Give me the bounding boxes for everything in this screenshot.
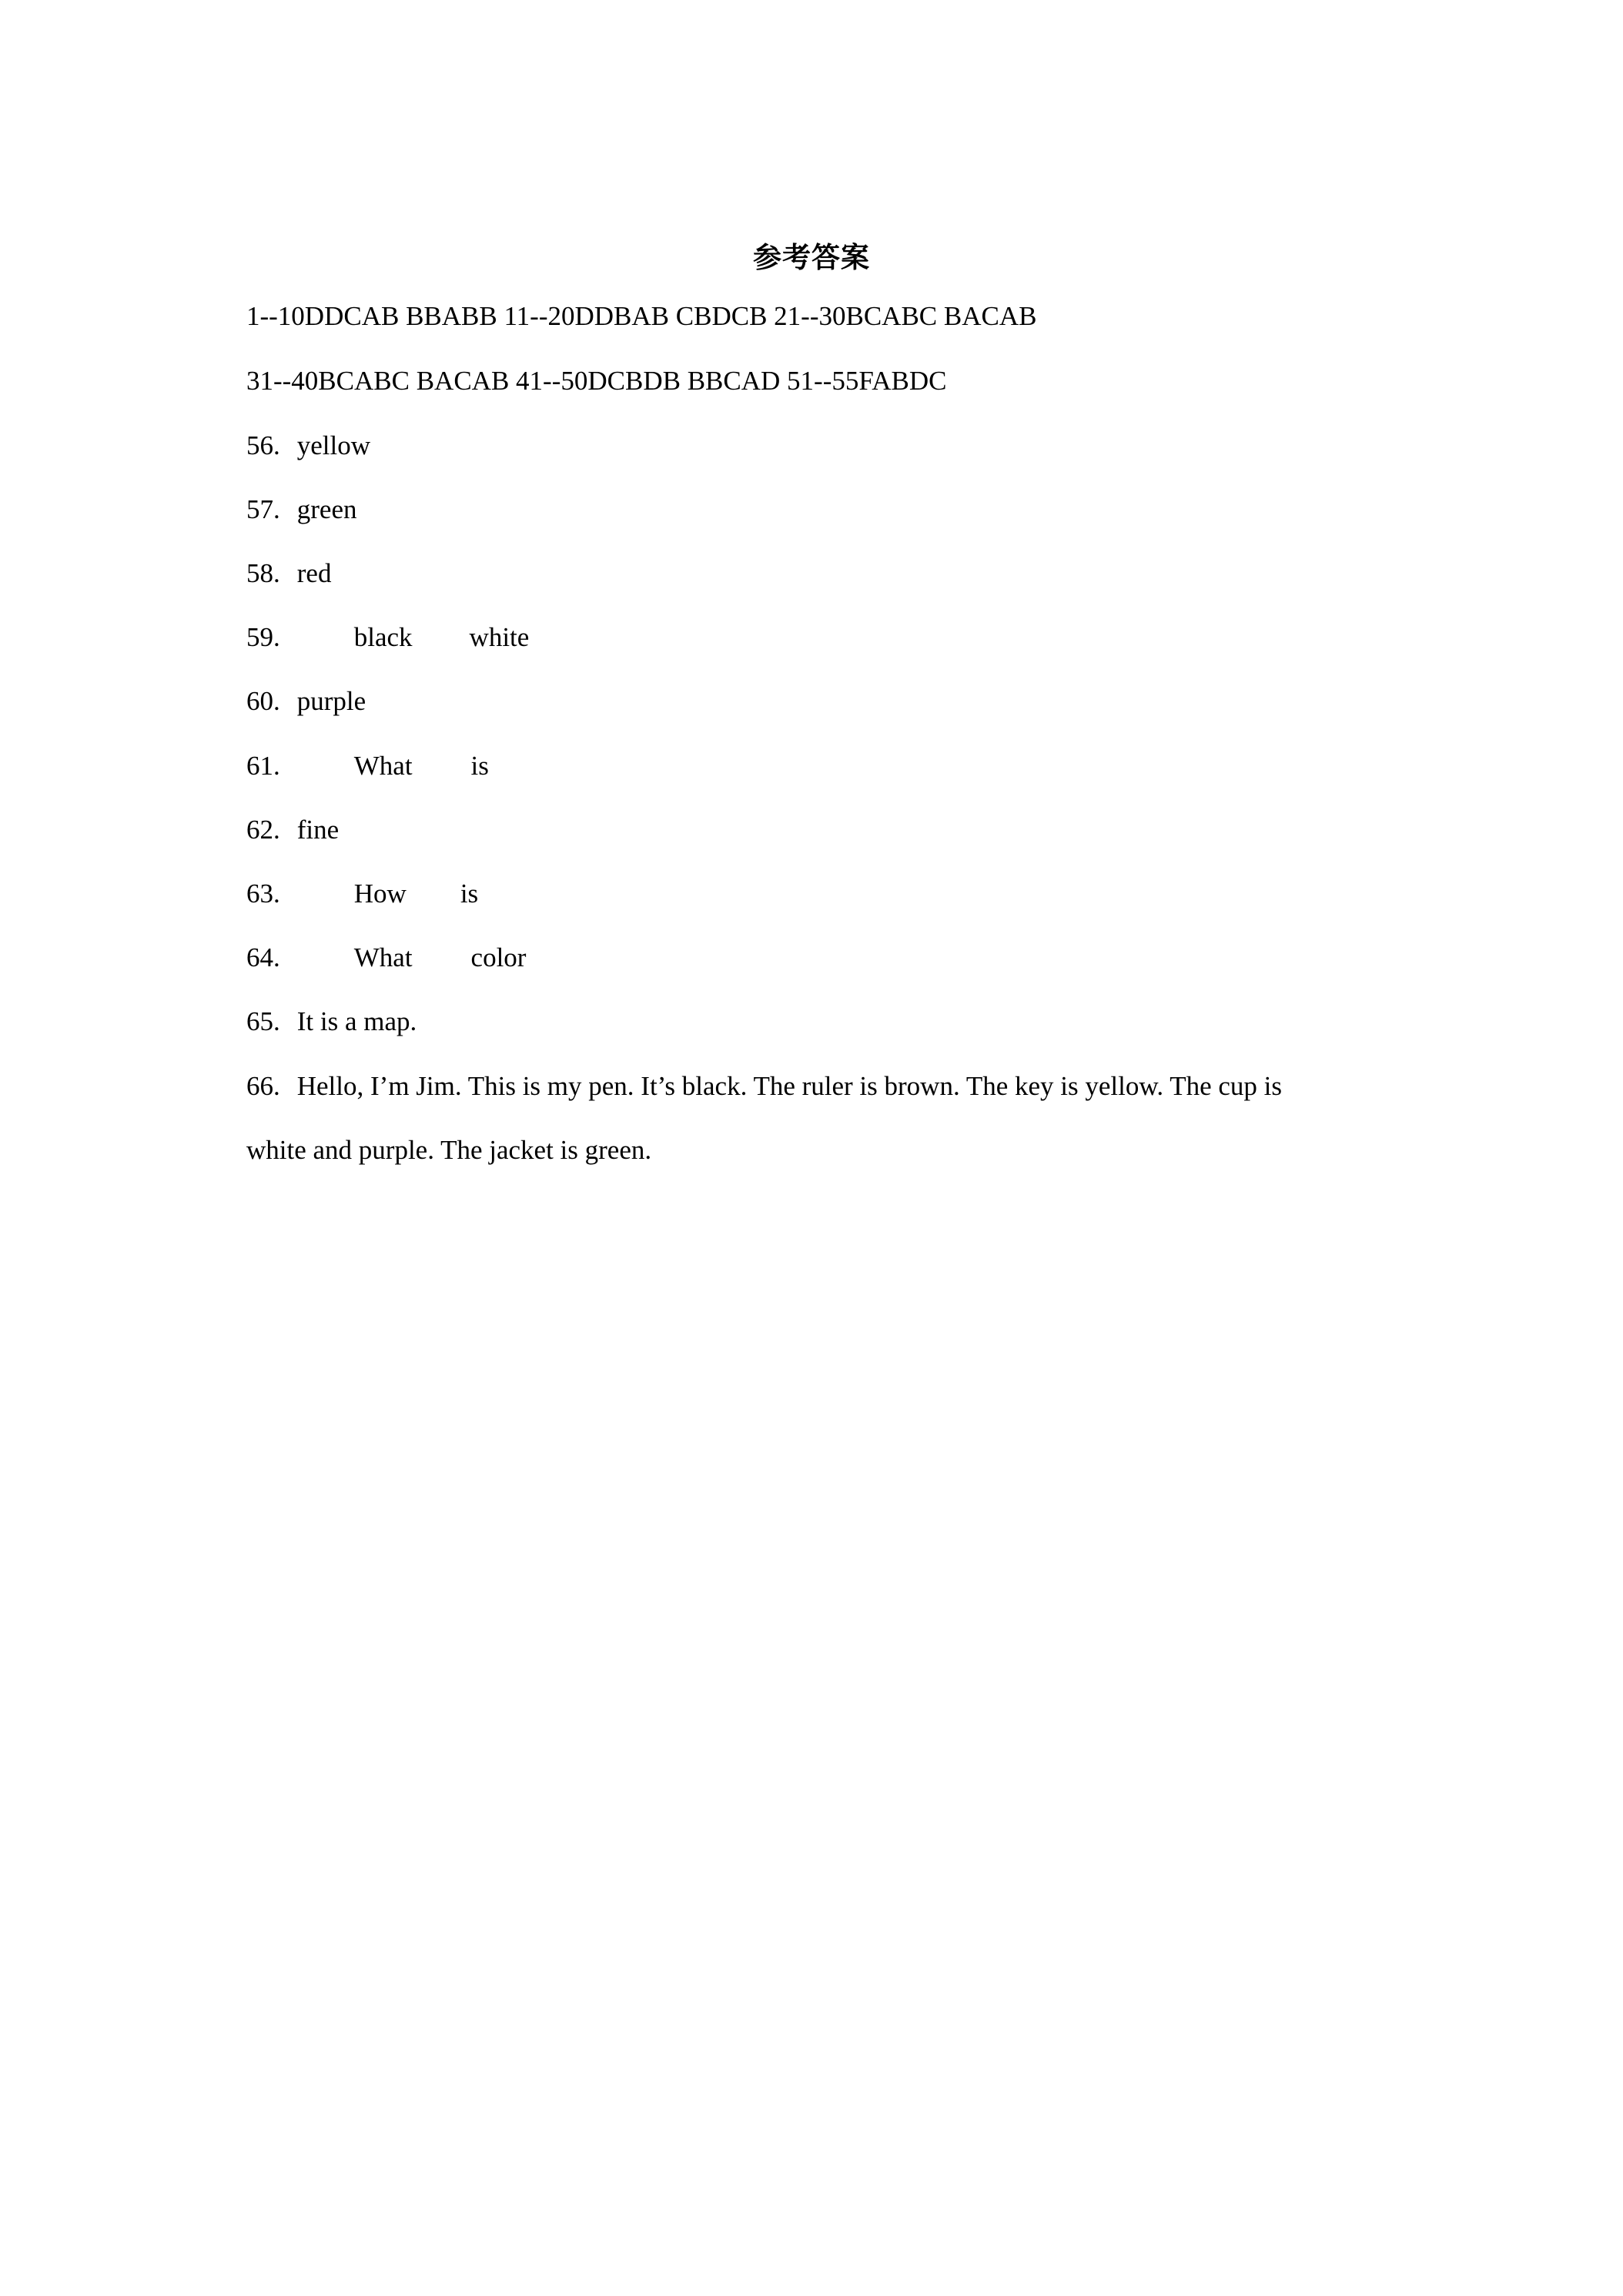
question-number: 61.: [246, 751, 280, 781]
page-title: 参考答案: [753, 241, 870, 274]
answer-text-line-1: Hello, I’m Jim. This is my pen. It’s black. The ruler is brown. The key is yellow. The cup is: [296, 1071, 1283, 1101]
question-number: 65.: [246, 1006, 280, 1036]
answer-blank-1: black: [353, 622, 413, 652]
answer-58: [246, 554, 331, 593]
question-number: 66.: [246, 1071, 280, 1101]
question-number: 59.: [246, 622, 280, 652]
question-number: 56.: [246, 430, 280, 460]
answer-66: [246, 1067, 1282, 1106]
answer-61: [246, 747, 489, 785]
question-number: 57.: [246, 494, 280, 524]
answer-blank-2: is: [470, 751, 489, 781]
answer-63: [246, 875, 478, 913]
answer-62: [246, 811, 339, 849]
answer-65: [246, 1002, 417, 1041]
answer-64: [246, 939, 526, 977]
answer-text: red: [296, 558, 332, 588]
answer-text: yellow: [296, 430, 371, 460]
answer-blank-2: color: [470, 942, 527, 972]
answer-66-continued: white and purple. The jacket is green.: [246, 1135, 652, 1165]
question-number: 62.: [246, 815, 280, 845]
question-number: 60.: [246, 686, 280, 716]
answer-text: fine: [296, 815, 340, 845]
answer-blank-1: What: [353, 942, 413, 972]
answer-text: green: [296, 494, 357, 524]
question-number: 58.: [246, 558, 280, 588]
question-number: 64.: [246, 942, 280, 972]
answer-text: It is a map.: [296, 1006, 417, 1036]
answer-blank-2: is: [460, 879, 479, 909]
answer-blank-1: What: [353, 751, 413, 781]
answer-56: [246, 427, 370, 465]
answer-60: [246, 682, 366, 721]
answer-blank-2: white: [469, 622, 530, 652]
answers-row-2: 31--40BCABC BACAB 41--50DCBDB BBCAD 51--55FABDC: [246, 366, 947, 396]
question-number: 63.: [246, 879, 280, 909]
answer-57: [246, 490, 356, 529]
answer-59: [246, 618, 529, 657]
answer-blank-1: How: [353, 879, 407, 909]
answers-row-1: 1--10DDCAB BBABB 11--20DDBAB CBDCB 21--30BCABC BACAB: [246, 301, 1037, 331]
answer-text: purple: [296, 686, 366, 716]
